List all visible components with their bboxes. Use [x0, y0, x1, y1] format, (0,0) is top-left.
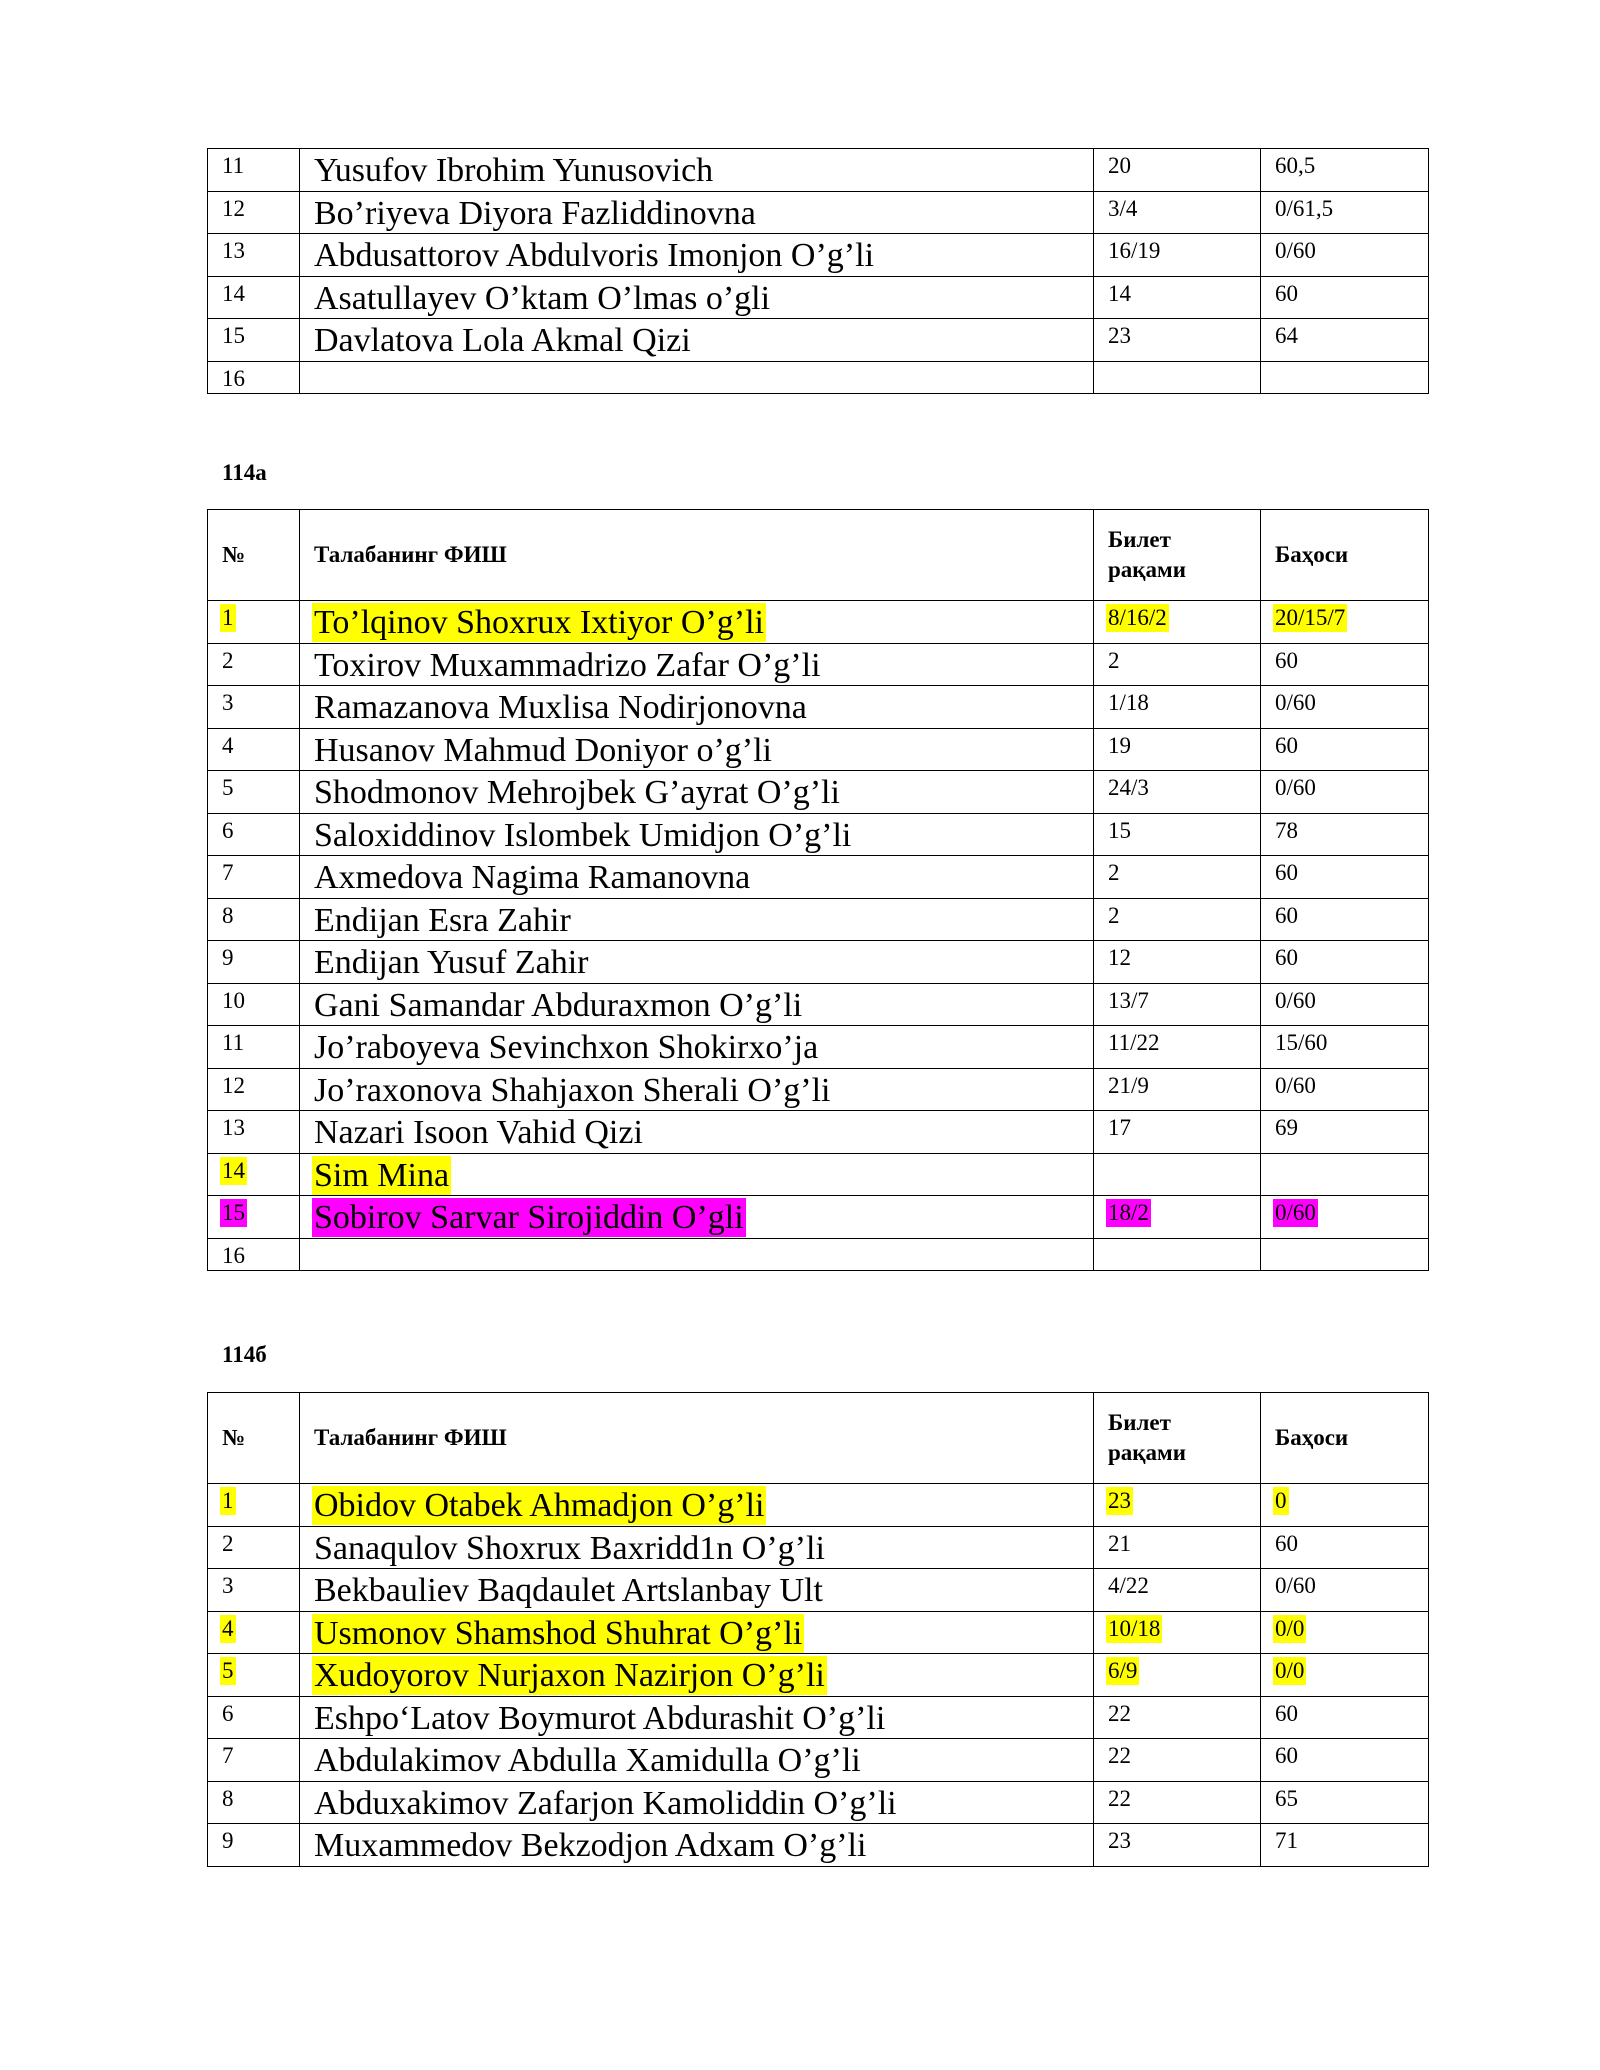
table-row — [208, 319, 1429, 362]
student-name: Obidov Otabek Ahmadjon O’g’li — [314, 1487, 765, 1524]
student-name: Endijan Esra Zahir — [314, 901, 571, 939]
table-row — [208, 601, 1429, 644]
row-number: 6 — [222, 817, 234, 843]
student-name: Saloxiddinov Islombek Umidjon O’g’li — [314, 816, 852, 854]
header-grade: Баҳоси — [1275, 542, 1349, 567]
row-number: 3 — [222, 1573, 234, 1598]
student-name: Bo’riyeva Diyora Fazliddinovna — [314, 194, 756, 232]
student-name: To’lqinov Shoxrux Ixtiyor O’g’li — [314, 604, 764, 641]
row-number: 11 — [222, 153, 245, 178]
grade-value: 64 — [1275, 323, 1298, 348]
ticket-number: 17 — [1108, 1115, 1131, 1140]
header-ticket-line2: рақами — [1108, 1440, 1186, 1465]
ticket-number: 21 — [1108, 1530, 1131, 1556]
ticket-number: 21/9 — [1108, 1072, 1149, 1098]
row-number: 5 — [222, 1658, 234, 1683]
table-114a-block — [207, 509, 1428, 1271]
student-name: Gani Samandar Abduraxmon O’g’li — [314, 986, 803, 1024]
row-number: 5 — [222, 775, 234, 800]
row-number: 13 — [222, 238, 245, 263]
row-number: 6 — [222, 1700, 234, 1726]
table-row — [208, 1739, 1429, 1782]
grade-value: 0/0 — [1275, 1615, 1305, 1641]
ticket-number: 11/22 — [1108, 1030, 1160, 1055]
header-number: № — [222, 542, 246, 567]
table-row — [208, 191, 1429, 234]
row-number: 13 — [222, 1115, 245, 1140]
grade-value: 0/60 — [1275, 238, 1316, 263]
row-number: 7 — [222, 1743, 234, 1768]
row-number: 15 — [222, 323, 245, 348]
grade-value: 60 — [1275, 860, 1298, 885]
grade-value: 60,5 — [1275, 153, 1316, 178]
table-row — [208, 1654, 1429, 1697]
grade-value: 71 — [1275, 1828, 1298, 1853]
table-row — [208, 941, 1429, 984]
row-number: 11 — [222, 1030, 245, 1055]
student-name: Jo’raxonova Shahjaxon Sherali O’g’li — [314, 1071, 831, 1109]
grade-value: 0/60 — [1275, 775, 1316, 800]
student-name: Xudoyorov Nurjaxon Nazirjon O’g’li — [314, 1657, 825, 1694]
row-number: 7 — [222, 860, 234, 885]
student-name: Yusufov Ibrohim Yunusovich — [314, 152, 714, 189]
student-name: Endijan Yusuf Zahir — [314, 944, 589, 981]
row-number: 1 — [222, 1488, 234, 1513]
table-row — [208, 898, 1429, 941]
row-number: 10 — [222, 987, 245, 1013]
student-name: Eshpo‘Latov Boymurot Abdurashit O’g’li — [314, 1699, 886, 1737]
student-name: Bekbauliev Baqdaulet Artslanbay Ult — [314, 1572, 823, 1609]
ticket-number: 22 — [1108, 1700, 1131, 1726]
ticket-number: 23 — [1108, 1828, 1131, 1853]
ticket-number: 2 — [1108, 902, 1120, 928]
grade-value: 60 — [1275, 647, 1298, 673]
header-grade: Баҳоси — [1275, 1425, 1349, 1450]
header-ticket-line1: Билет — [1108, 527, 1171, 552]
table-row — [208, 1111, 1429, 1154]
header-student-name: Талабанинг ФИШ — [314, 542, 507, 567]
table-row — [208, 361, 1429, 393]
table-row — [208, 1696, 1429, 1739]
ticket-number: 13/7 — [1108, 987, 1149, 1013]
ticket-number: 4/22 — [1108, 1573, 1149, 1598]
table-row — [208, 276, 1429, 319]
ticket-number: 18/2 — [1108, 1200, 1149, 1225]
row-number: 2 — [222, 1530, 234, 1556]
row-number: 14 — [222, 280, 245, 306]
student-name: Muxammedov Bekzodjon Adxam O’g’li — [314, 1827, 867, 1864]
table-row — [208, 643, 1429, 686]
header-ticket-line2: рақами — [1108, 557, 1186, 582]
student-name: Husanov Mahmud Doniyor o’g’li — [314, 731, 773, 769]
row-number: 8 — [222, 1785, 234, 1811]
grade-value: 60 — [1275, 902, 1298, 928]
table-row — [208, 1484, 1429, 1527]
student-name: Abduxakimov Zafarjon Kamoliddin O’g’li — [314, 1784, 897, 1822]
ticket-number: 6/9 — [1108, 1658, 1138, 1683]
table-row — [208, 771, 1429, 814]
table-row — [208, 1068, 1429, 1111]
grade-value: 0/60 — [1275, 1200, 1316, 1225]
table-continuation-block — [207, 148, 1428, 394]
table-114b — [207, 1392, 1429, 1867]
grade-value: 20/15/7 — [1275, 605, 1346, 630]
grade-value: 60 — [1275, 1743, 1298, 1768]
grade-value: 0/61,5 — [1275, 195, 1334, 221]
student-name: Usmonov Shamshod Shuhrat O’g’li — [314, 1614, 803, 1652]
grade-value: 60 — [1275, 945, 1298, 970]
table-row — [208, 1196, 1429, 1239]
table-header-row — [208, 1393, 1429, 1484]
table-row — [208, 983, 1429, 1026]
table-row — [208, 1781, 1429, 1824]
section-title-114a: 114а — [222, 460, 267, 485]
row-number: 2 — [222, 647, 234, 673]
ticket-number: 16/19 — [1108, 238, 1161, 263]
student-name: Sanaqulov Shoxrux Baxridd1n O’g’li — [314, 1529, 825, 1567]
table-114a — [207, 509, 1429, 1271]
ticket-number: 19 — [1108, 732, 1131, 758]
ticket-number: 8/16/2 — [1108, 605, 1167, 630]
table-row — [208, 234, 1429, 277]
grade-value: 0/60 — [1275, 1573, 1316, 1598]
student-name: Asatullayev O’ktam O’lmas o’gli — [314, 279, 771, 317]
table-row — [208, 1153, 1429, 1196]
ticket-number: 23 — [1108, 1488, 1131, 1513]
grade-value: 69 — [1275, 1115, 1298, 1140]
student-name: Sim Mina — [314, 1156, 450, 1194]
row-number: 16 — [222, 365, 245, 391]
grade-value: 0/60 — [1275, 1072, 1316, 1098]
table-row — [208, 686, 1429, 729]
grade-value: 0/60 — [1275, 690, 1316, 715]
header-student-name: Талабанинг ФИШ — [314, 1425, 507, 1450]
row-number: 4 — [222, 1615, 234, 1641]
student-name: Nazari Isoon Vahid Qizi — [314, 1114, 643, 1151]
header-ticket-line1: Билет — [1108, 1410, 1171, 1435]
student-name: Toxirov Muxammadrizo Zafar O’g’li — [314, 646, 821, 684]
grade-value: 60 — [1275, 1530, 1298, 1556]
row-number: 12 — [222, 195, 245, 221]
row-number: 9 — [222, 945, 234, 970]
student-name: Abdusattorov Abdulvoris Imonjon O’g’li — [314, 237, 875, 274]
ticket-number: 23 — [1108, 323, 1131, 348]
ticket-number: 1/18 — [1108, 690, 1149, 715]
table-row — [208, 1611, 1429, 1654]
ticket-number: 24/3 — [1108, 775, 1149, 800]
ticket-number: 22 — [1108, 1743, 1131, 1768]
row-number: 3 — [222, 690, 234, 715]
table-row — [208, 149, 1429, 192]
table-row — [208, 728, 1429, 771]
section-title-114b: 114б — [222, 1342, 267, 1367]
ticket-number: 2 — [1108, 860, 1120, 885]
ticket-number: 14 — [1108, 280, 1131, 306]
student-name: Sobirov Sarvar Sirojiddin O’gli — [314, 1199, 744, 1236]
table-row — [208, 1569, 1429, 1612]
grade-value: 15/60 — [1275, 1030, 1328, 1055]
row-number: 8 — [222, 902, 234, 928]
row-number: 4 — [222, 732, 234, 758]
student-name: Jo’raboyeva Sevinchxon Shokirxo’ja — [314, 1029, 819, 1066]
row-number: 16 — [222, 1242, 245, 1268]
table-row — [208, 856, 1429, 899]
grade-value: 60 — [1275, 732, 1298, 758]
ticket-number: 2 — [1108, 647, 1120, 673]
ticket-number: 10/18 — [1108, 1615, 1161, 1641]
student-name: Davlatova Lola Akmal Qizi — [314, 322, 691, 359]
table-row — [208, 1238, 1429, 1270]
ticket-number: 22 — [1108, 1785, 1131, 1811]
grade-value: 0/0 — [1275, 1658, 1305, 1683]
grade-value: 0/60 — [1275, 987, 1316, 1013]
table-header-row — [208, 510, 1429, 601]
ticket-number: 12 — [1108, 945, 1131, 970]
row-number: 1 — [222, 605, 234, 630]
row-number: 15 — [222, 1200, 245, 1225]
table-row — [208, 813, 1429, 856]
row-number: 9 — [222, 1828, 234, 1853]
grade-value: 65 — [1275, 1785, 1298, 1811]
ticket-number: 20 — [1108, 153, 1131, 178]
student-name: Shodmonov Mehrojbek G’ayrat O’g’li — [314, 774, 840, 811]
student-name: Ramazanova Muxlisa Nodirjonovna — [314, 689, 807, 726]
table-row — [208, 1824, 1429, 1867]
row-number: 12 — [222, 1072, 245, 1098]
grade-value: 0 — [1275, 1488, 1287, 1513]
table-row — [208, 1026, 1429, 1069]
student-name: Axmedova Nagima Ramanovna — [314, 859, 751, 896]
table-114b-block — [207, 1392, 1428, 1867]
header-number: № — [222, 1425, 246, 1450]
ticket-number: 3/4 — [1108, 195, 1138, 221]
ticket-number: 15 — [1108, 817, 1131, 843]
table-continuation — [207, 148, 1429, 394]
row-number: 14 — [222, 1157, 245, 1183]
student-name: Abdulakimov Abdulla Xamidulla O’g’li — [314, 1742, 861, 1779]
grade-value: 78 — [1275, 817, 1298, 843]
table-row — [208, 1526, 1429, 1569]
grade-value: 60 — [1275, 1700, 1298, 1726]
grade-value: 60 — [1275, 280, 1298, 306]
